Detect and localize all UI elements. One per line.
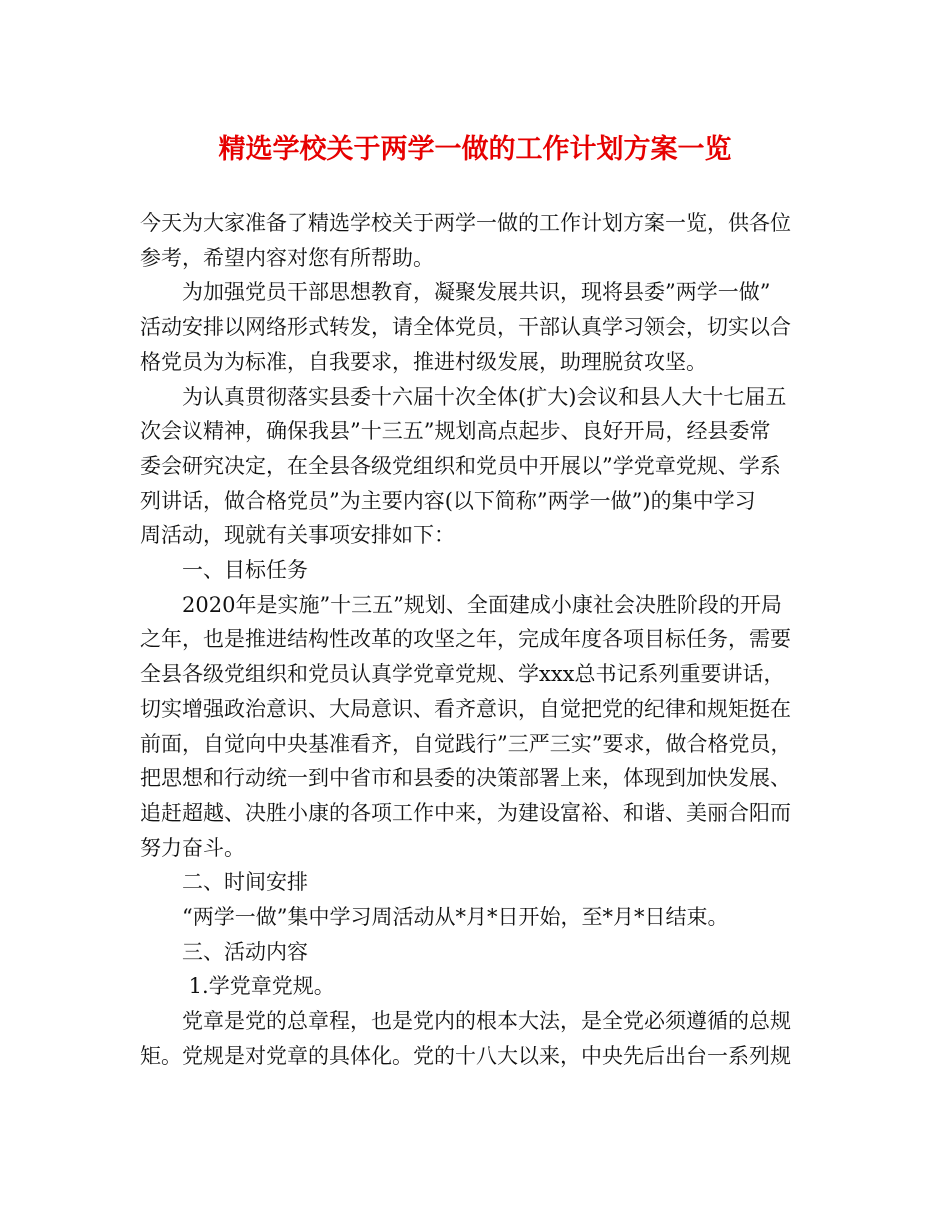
text-line: 之年，也是推进结构性改革的攻坚之年，完成年度各项目标任务，需要 [140, 627, 791, 652]
text-line: 活动安排以网络形式转发，请全体党员，干部认真学习领会，切实以合 [140, 315, 791, 340]
text-line: 切实增强政治意识、大局意识、看齐意识，自觉把党的纪律和规矩挺在 [140, 696, 791, 721]
text-line: 前面，自觉向中央基准看齐，自觉践行”三严三实”要求，做合格党员， [140, 731, 792, 756]
text-line: 全县各级党组织和党员认真学党章党规、学xxx总书记系列重要讲话， [140, 662, 785, 687]
text-line: 党章是党的总章程，也是党内的根本大法，是全党必须遵循的总规 [140, 1009, 791, 1034]
text-line: 追赶超越、决胜小康的各项工作中来，为建设富裕、和谐、美丽合阳而 [140, 800, 791, 825]
text-line: 2020年是实施”十三五”规划、全面建成小康社会决胜阶段的开局 [140, 592, 782, 617]
text-line: 格党员为为标准，自我要求，推进村级发展，助理脱贫攻坚。 [140, 349, 707, 374]
text-line: “两学一做”集中学习周活动从*月*日开始，至*月*日结束。 [140, 905, 729, 930]
text-line: 委会研究决定，在全县各级党组织和党员中开展以”学党章党规、学系 [140, 453, 781, 478]
text-line: 今天为大家准备了精选学校关于两学一做的工作计划方案一览，供各位 [140, 211, 791, 235]
text-line: 参考，希望内容对您有所帮助。 [140, 245, 434, 270]
section-heading: 三、活动内容 [140, 939, 308, 964]
text-line: 努力奋斗。 [140, 835, 245, 860]
text-line: 把思想和行动统一到中省市和县委的决策部署上来，体现到加快发展、 [140, 766, 791, 791]
subsection-heading: 1.学党章党规。 [140, 974, 335, 999]
text-line: 为加强党员干部思想教育，凝聚发展共识，现将县委”两学一做” [140, 280, 771, 305]
text-line: 周活动，现就有关事项安排如下： [140, 523, 455, 548]
document-body [140, 206, 830, 1074]
document-title: 精选学校关于两学一做的工作计划方案一览 [218, 134, 732, 165]
section-heading: 二、时间安排 [140, 870, 308, 895]
text-line: 矩。党规是对党章的具体化。党的十八大以来，中央先后出台一系列规 [140, 1043, 791, 1068]
text-line: 次会议精神，确保我县”十三五”规划高点起步、良好开局，经县委常 [140, 419, 771, 444]
text-line: 列讲话，做合格党员”为主要内容(以下简称”两学一做”)的集中学习 [140, 488, 756, 513]
section-heading: 一、目标任务 [140, 558, 308, 583]
text-line: 为认真贯彻落实县委十六届十次全体(扩大)会议和县人大十七届五 [140, 384, 787, 409]
